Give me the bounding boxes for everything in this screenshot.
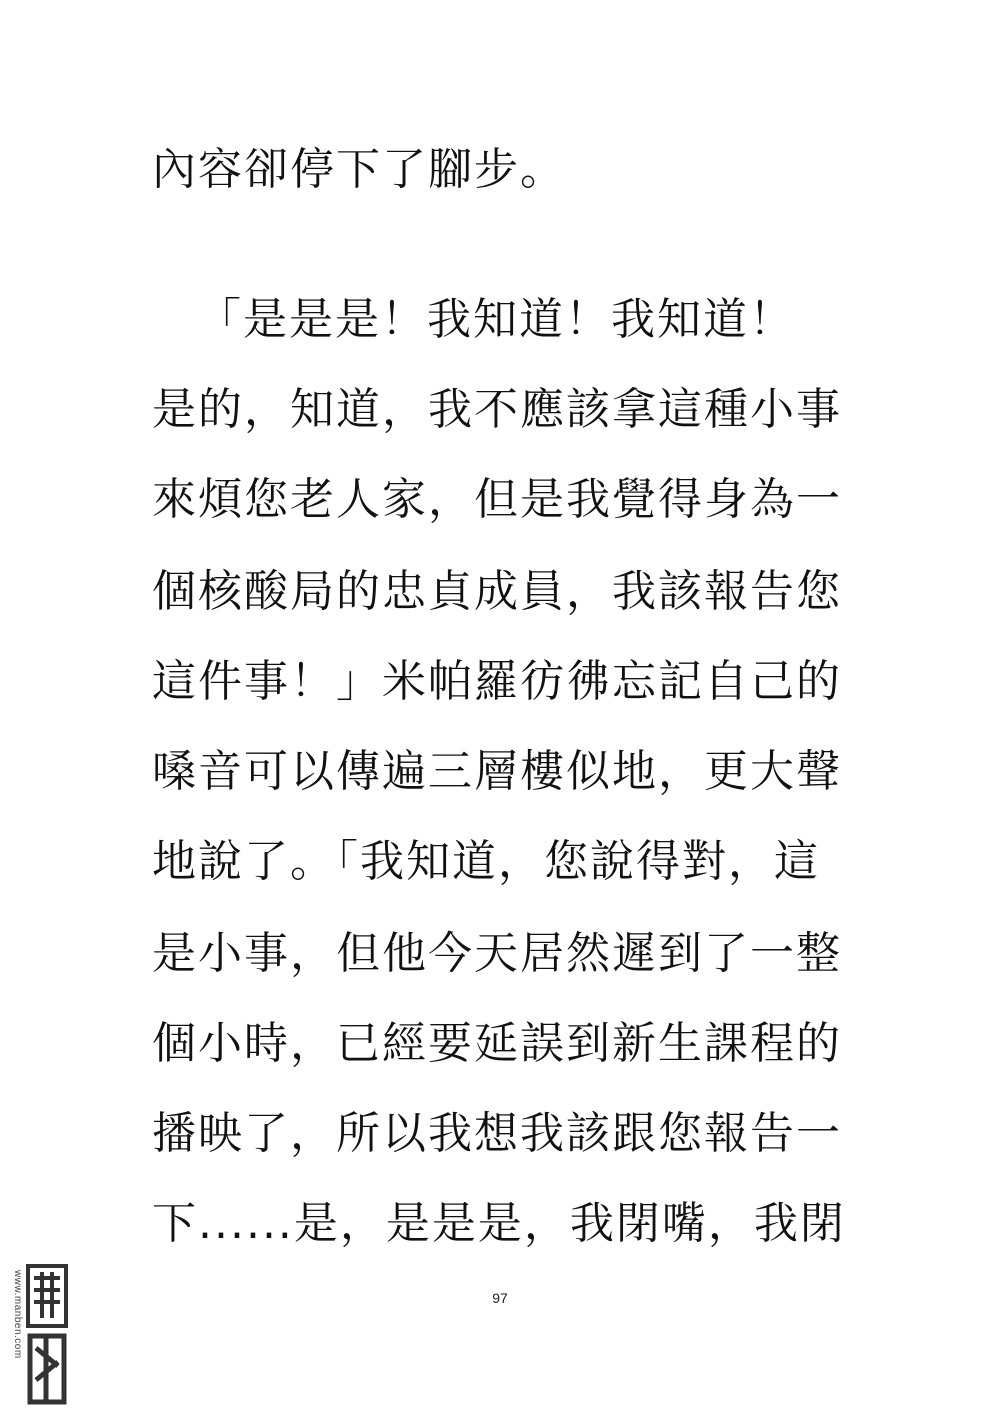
- watermark-url: www.manben.com: [12, 1270, 23, 1359]
- text-line: 地說了。「我知道，您說得對，這: [152, 836, 820, 887]
- text-line: 是小事，但他今天居然遲到了一整: [152, 928, 842, 979]
- text-line: 下......是，是是是，我閉嘴，我閉: [152, 1198, 846, 1249]
- text-line: 內容卻停下了腳步。: [152, 144, 566, 195]
- text-line: 嗓音可以傳遍三層樓似地，更大聲: [152, 746, 842, 797]
- text-line: 來煩您老人家，但是我覺得身為一: [152, 474, 842, 525]
- text-line: 個小時，已經要延誤到新生課程的: [152, 1018, 842, 1069]
- text-line: 這件事！」米帕羅彷彿忘記自己的: [152, 656, 842, 707]
- text-line: 「是是是！我知道！我知道！: [197, 294, 795, 345]
- text-line: 播映了，所以我想我該跟您報告一: [152, 1108, 842, 1159]
- page-number: 97: [492, 1290, 508, 1306]
- text-line: 是的，知道，我不應該拿這種小事: [152, 384, 842, 435]
- text-line: 個核酸局的忠貞成員，我該報告您: [152, 566, 842, 617]
